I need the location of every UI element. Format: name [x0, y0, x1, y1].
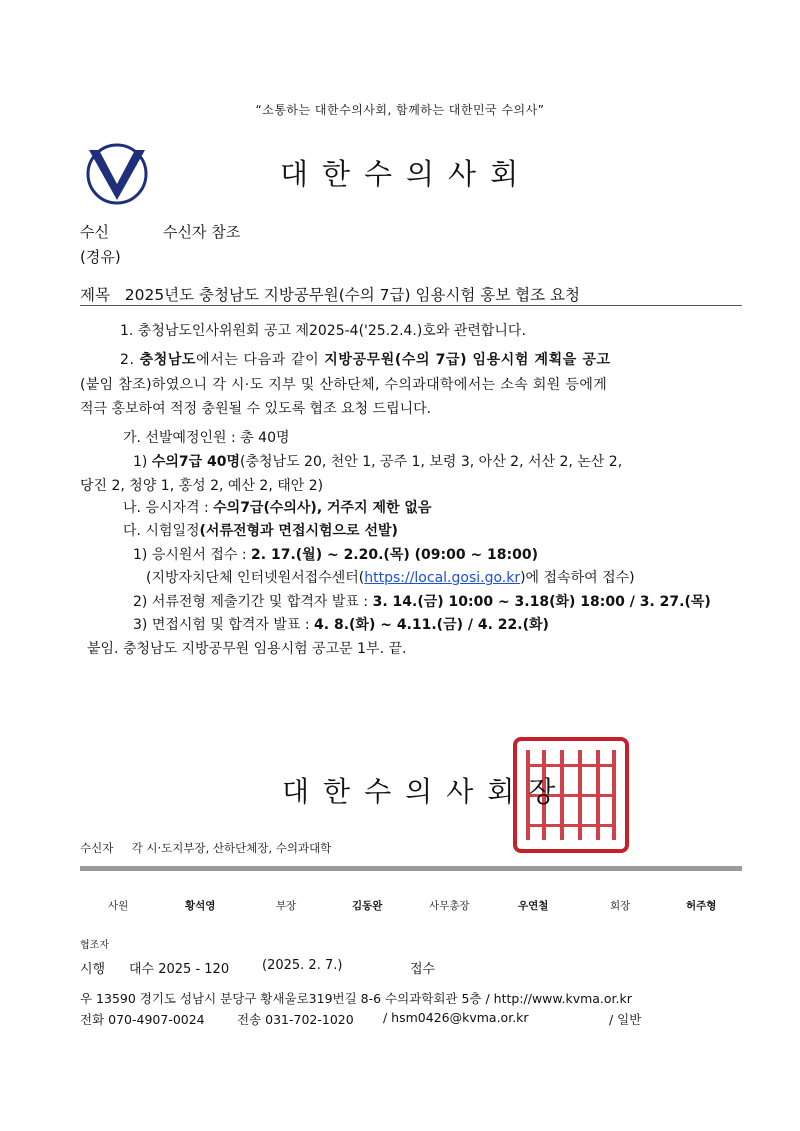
item-da-1: 1) 응시원서 접수 : 2. 17.(월) ~ 2.20.(목) (09:00 ~ 18:00)	[133, 547, 539, 563]
subject-divider	[80, 305, 742, 306]
address-line: 우 13590 경기도 성남시 분당구 황새울로319번길 8-6 수의과학회관 5층 / http://www.kvma.or.kr	[80, 991, 632, 1006]
signer-role-1: 사원	[108, 900, 129, 912]
enforce-number: 대수 2025 - 120	[129, 962, 230, 977]
signer-name-3: 우연철	[518, 900, 549, 912]
paragraph-1: 1. 충청남도인사위원회 공고 제2025-4('25.2.4.)호와 관련합니다.	[120, 323, 526, 339]
enforce-label: 시행	[80, 962, 106, 977]
slogan: “소통하는 대한수의사회, 함께하는 대한민국 수의사”	[255, 103, 545, 117]
email-address: / hsm0426@kvma.or.kr	[383, 1010, 529, 1025]
signer-role-4: 회장	[610, 900, 631, 912]
president-title: 대한수의사회장	[282, 775, 570, 808]
signer-name-4: 허주형	[686, 900, 717, 912]
paragraph-2-line-2: (붙임 참조)하였으니 각 시·도 지부 및 산하단체, 수의과대학에서는 소속 회원 등에게	[80, 377, 608, 393]
item-da-1-sub: (지방자치단체 인터넷원서접수센터(https://local.gosi.go.kr)에 접속하여 접수)	[146, 570, 635, 586]
attachment-note: 붙임. 충청남도 지방공무원 임용시험 공고문 1부. 끝.	[87, 641, 407, 657]
paragraph-2-line-3: 적극 홍보하여 적정 충원될 수 있도록 협조 요청 드립니다.	[80, 401, 432, 417]
item-ga-1-line-2: 당진 2, 청양 1, 홍성 2, 예산 2, 태안 2)	[80, 478, 324, 494]
via-label: (경유)	[80, 248, 121, 266]
recipients-line	[80, 840, 331, 856]
application-site-link[interactable]: https://local.gosi.go.kr	[364, 570, 521, 586]
recipient-value: 수신자 참조	[163, 223, 241, 241]
subject-line	[80, 283, 580, 305]
subject-value: 2025년도 충청남도 지방공무원(수의 7급) 임용시험 홍보 협조 요청	[124, 286, 580, 304]
signer-role-3: 사무총장	[429, 900, 470, 912]
recipients-label: 수신자	[80, 841, 114, 855]
recipient-label: 수신	[80, 223, 109, 241]
item-na: 나. 응시자격 : 수의7급(수의사), 거주지 제한 없음	[123, 500, 432, 516]
signer-name-1: 황석영	[185, 900, 216, 912]
footer-divider	[80, 866, 742, 871]
subject-label: 제목	[80, 286, 110, 304]
item-ga: 가. 선발예정인원 : 총 40명	[123, 430, 290, 446]
item-da-2: 2) 서류전형 제출기간 및 합격자 발표 : 3. 14.(금) 10:00 ~ 3.18(화) 18:00 / 3. 27.(목)	[133, 594, 711, 610]
paragraph-2-line-1: 2. 충청남도에서는 다음과 같이 지방공무원(수의 7급) 임용시험 계획을 공고	[120, 352, 611, 368]
enforce-date: (2025. 2. 7.)	[262, 958, 343, 973]
receipt-label: 접수	[410, 962, 436, 977]
fax-number: 전송 031-702-1020	[237, 1012, 354, 1027]
cooperator-label: 협조자	[80, 940, 109, 951]
phone-number: 전화 070-4907-0024	[80, 1012, 205, 1027]
recipients-value: 각 시·도지부장, 산하단체장, 수의과대학	[131, 841, 332, 855]
signer-name-2: 김동완	[352, 900, 383, 912]
disclosure-type: / 일반	[609, 1012, 642, 1027]
kvma-logo-icon	[85, 142, 149, 206]
organization-title: 대한수의사회	[280, 157, 533, 191]
item-da-3: 3) 면접시험 및 합격자 발표 : 4. 8.(화) ~ 4.11.(금) / 4. 22.(화)	[133, 617, 549, 633]
item-da: 다. 시험일정(서류전형과 면접시험으로 선발)	[123, 523, 398, 539]
signer-role-2: 부장	[276, 900, 297, 912]
item-ga-1: 1) 수의7급 40명(충청남도 20, 천안 1, 공주 1, 보령 3, 아산 2, 서산 2, 논산 2,	[133, 454, 623, 470]
